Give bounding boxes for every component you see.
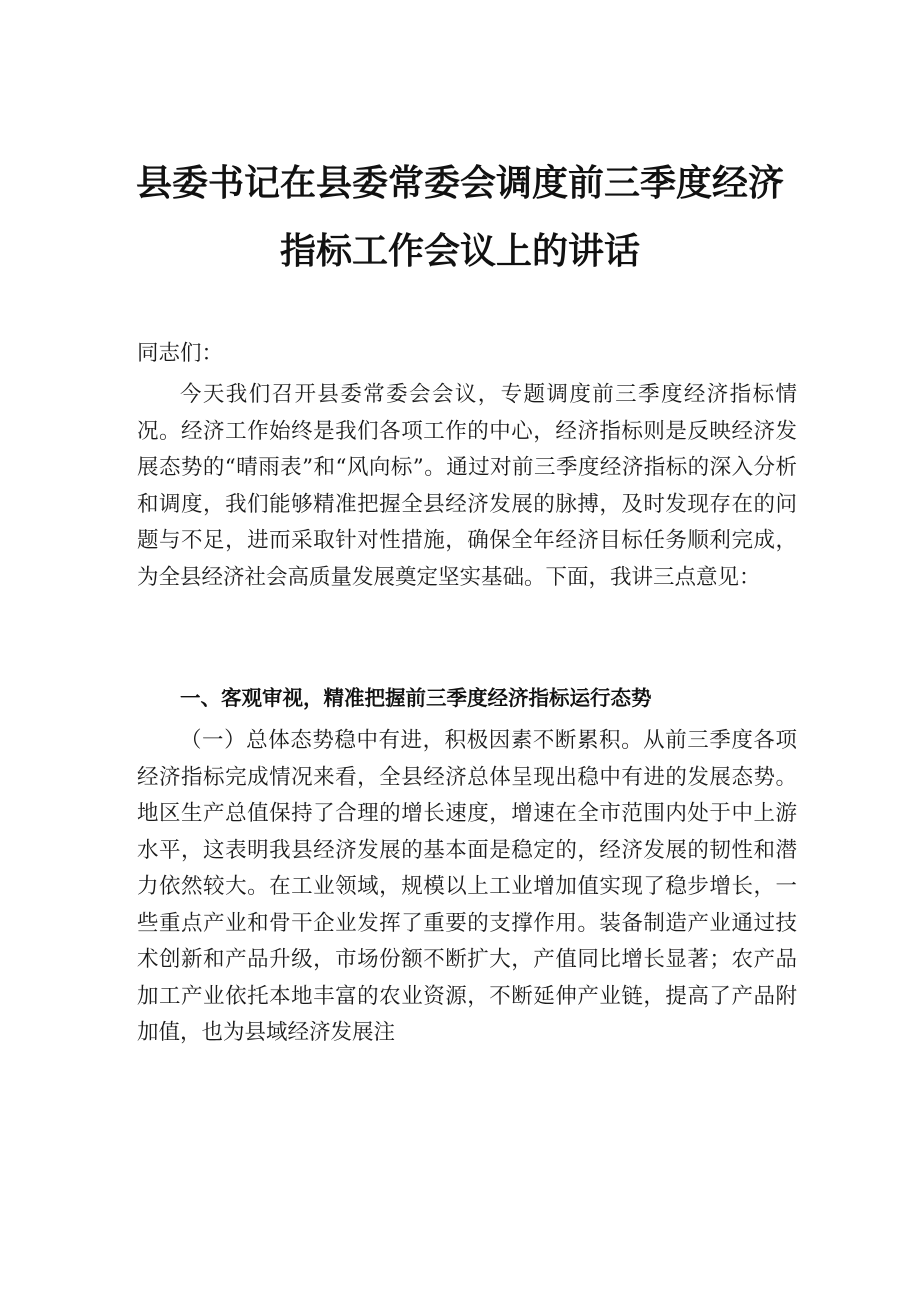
body-paragraph-intro: 今天我们召开县委常委会会议，专题调度前三季度经济指标情况。经济工作始终是我们各项工作的中心，经济指标则是反映经济发展态势的“晴雨表”和“风向标”。通过对前三季度经济指标的深入分析和调度，我们能够精准把握全县经济发展的脉搏，及时发现存在的问题与不足，进而采取针对性措施，确保全年经济目标任务顺利完成，为全县经济社会高质量发展奠定坚实基础。下面，我讲三点意见：	[137, 382, 797, 590]
document-title-line2: 指标工作会议上的讲话	[279, 231, 640, 272]
salutation: 同志们：	[137, 341, 224, 366]
section-heading-1: 一、客观审视，精准把握前三季度经济指标运行态势	[180, 686, 652, 710]
document-title-line1: 县委书记在县委常委会调度前三季度经济	[135, 163, 784, 204]
body-paragraph-section1-part1: （一）总体态势稳中有进，积极因素不断累积。从前三季度各项经济指标完成情况来看，全县经济总体呈现出稳中有进的发展态势。地区生产总值保持了合理的增长速度，增速在全市范围内处于中上游水平，这表明我县经济发展的基本面是稳定的，经济发展的韧性和潜力依然较大。在工业领域，规模以上工业增加值实现了稳步增长，一些重点产业和骨干企业发挥了重要的支撑作用。装备制造产业通过技术创新和产品升级，市场份额不断扩大，产值同比增长显著；农产品加工产业依托本地丰富的农业资源，不断延伸产业链，提高了产品附加值，也为县域经济发展注	[137, 728, 797, 1045]
